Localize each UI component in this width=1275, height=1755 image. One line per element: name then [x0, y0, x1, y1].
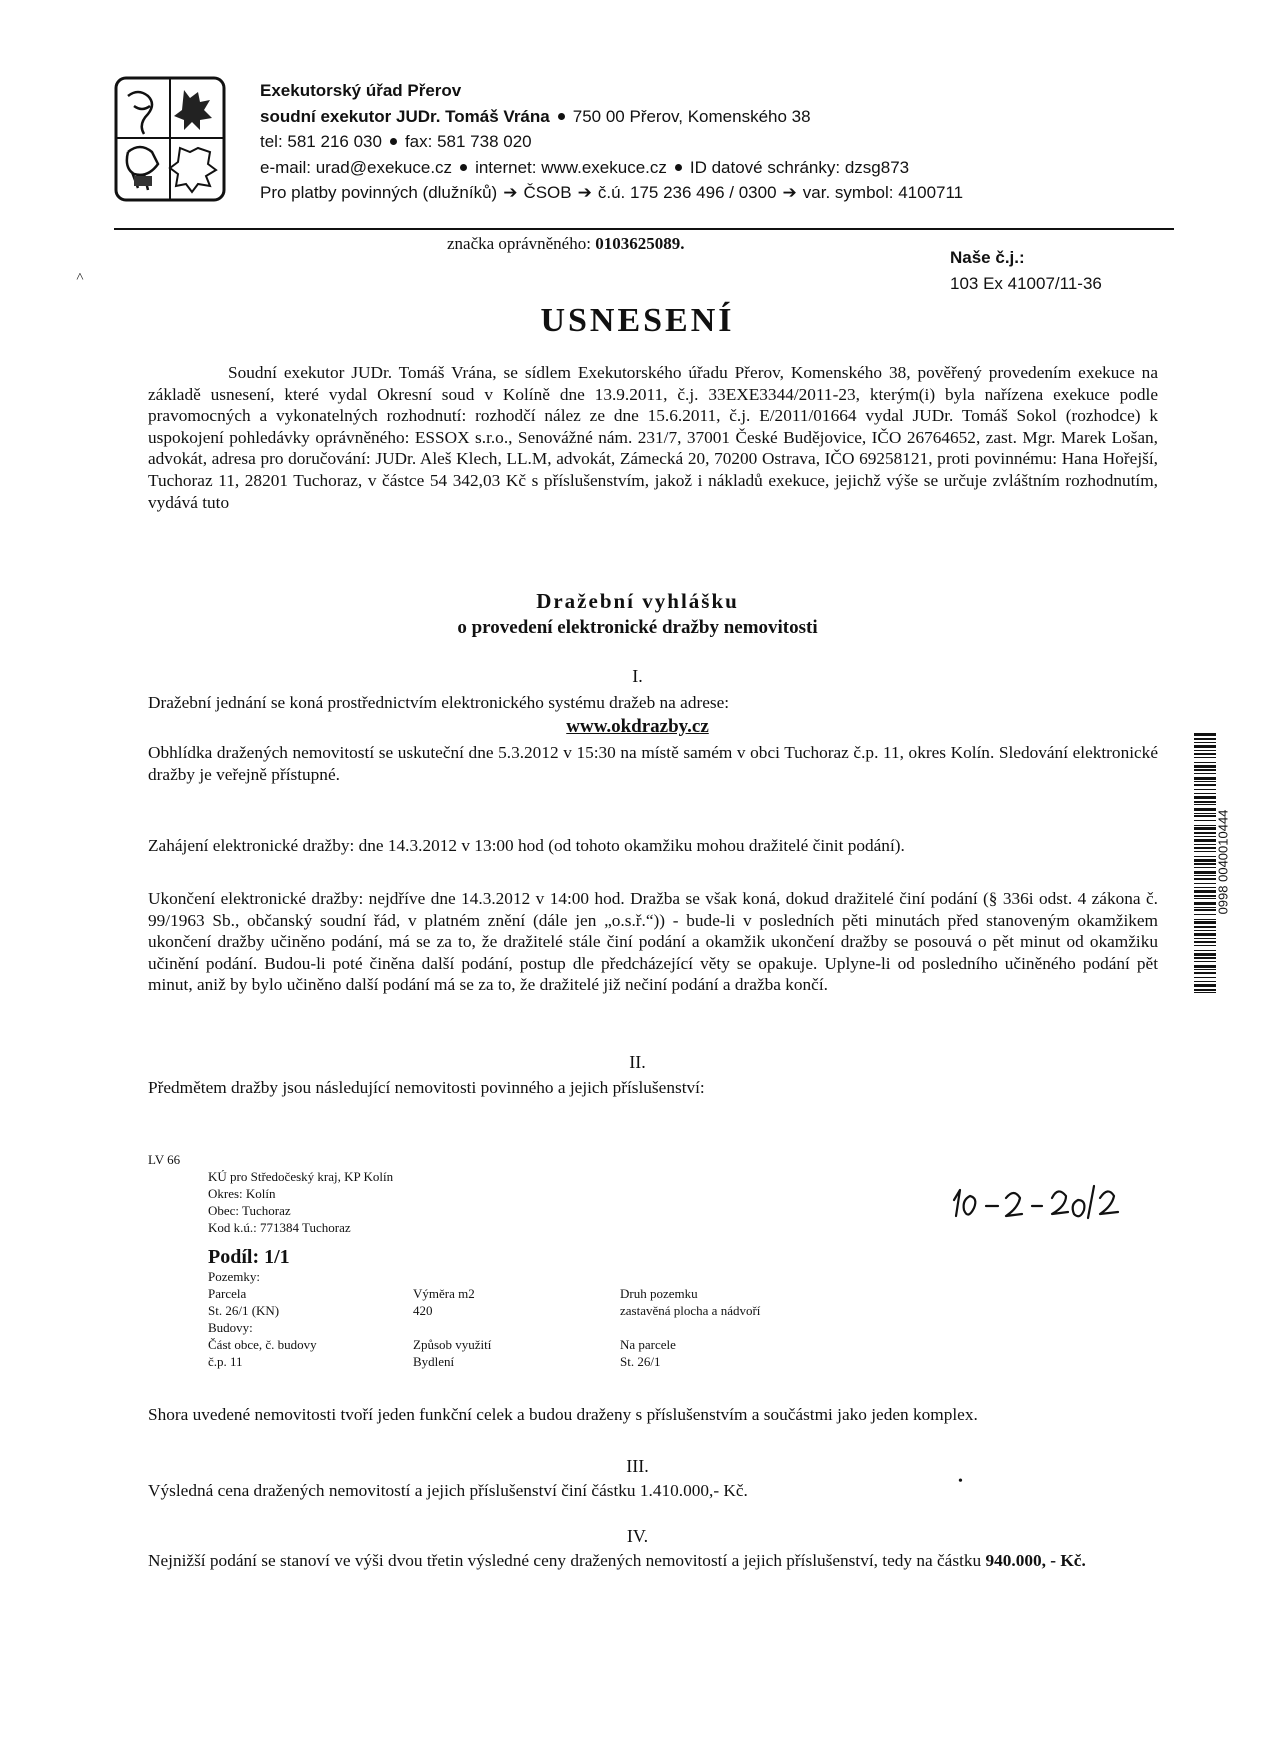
building-cell-use: Bydlení	[413, 1354, 455, 1369]
office-tel: tel: 581 216 030	[260, 132, 382, 151]
land-header-type: Druh pozemku	[620, 1286, 698, 1301]
barcode-icon	[1194, 733, 1216, 995]
building-cell-part: č.p. 11	[208, 1354, 243, 1369]
bullet-icon	[675, 164, 682, 171]
minimum-bid-paragraph	[148, 1550, 1158, 1572]
section-number-1: I.	[632, 666, 643, 686]
payments-label: Pro platby povinných (dlužníků)	[260, 183, 498, 202]
auction-site-text: Dražební jednání se koná prostřednictvím elektronického systému dražeb na adrese:	[148, 693, 730, 712]
creditor-mark-label: značka oprávněného:	[447, 234, 591, 253]
municipality: Obec: Tuchoraz	[208, 1203, 291, 1218]
bank-name: ČSOB	[523, 183, 572, 202]
auction-end-paragraph: Ukončení elektronické dražby: nejdříve dne 14.3.2012 v 14:00 hod. Dražba se však koná, dokud dražitelé činí podání (§ 336i odst. 4 zákona č. 99/1963 Sb., občanský soudní řád, v platném znění (dále jen „o.s.ř.“)) - bude-li v posledních pěti minutách před stanoveným okamžikem ukončení dražby učiněno podání, má se za to, že dražitelé stále činí podání a okamžik ukončení dražby se posouvá o pět minut od okamžiku učinění podání. Budou-li poté činěna další podání, postup dle předcházející věty se opakuje. Uplyne-li od posledního učiněného podání pět minut, aniž by bylo učiněno další podání má se za to, že dražitelé již nečiní podání a dražba končí.	[148, 889, 1158, 995]
office-databox: ID datové schránky: dzsg873	[689, 157, 910, 177]
section-number-2: II.	[629, 1052, 646, 1072]
ownership-sheet-number: LV 66	[148, 1152, 181, 1167]
office-address: 750 00 Přerov, Komenského 38	[572, 106, 811, 126]
intro-paragraph: Soudní exekutor JUDr. Tomáš Vrána, se sídlem Exekutorského úřadu Přerov, Komenského 38, pověřený provedením exekuce na základě usnesení, které vydal Okresní soud v Kolíně dne 13.9.2011, č.j. 33EXE3344/2011-23, kterým(i) byla nařízena exekuce podle pravomocných a vykonatelných rozhodnutí: rozhodčí nález ze dne 15.6.2011, č.j. E/2011/01664 vydal JUDr. Tomáš Sokol (rozhodce) k uspokojení pohledávky oprávněného: ESSOX s.r.o., Senovážné nám. 231/7, 37001 České Budějovice, IČO 26764652, zast. Mgr. Marek Lošan, advokát, adresa pro doručování: JUDr. Aleš Klech, LL.M, advokát, Zámecká 20, 70200 Ostrava, IČO 69258121, proti povinnému: Hana Hořejší, Tuchoraz 11, 28201 Tuchoraz, v částce 54 342,03 Kč s příslušenstvím, jakož i nákladů exekuce, jejichž výše se určuje zvláštním rozhodnutím, vydává tuto	[148, 363, 1158, 512]
office-header	[260, 78, 963, 206]
single-complex-paragraph: Shora uvedené nemovitosti tvoří jeden funkční celek a budou draženy s příslušenstvím a součástmi jako jeden komplex.	[148, 1405, 978, 1424]
minimum-bid-text: Nejnižší podání se stanoví ve výši dvou třetin výsledné ceny dražených nemovitostí a jejich příslušenství, tedy na částku	[148, 1551, 986, 1570]
building-header-parcel: Na parcele	[620, 1337, 676, 1352]
decree-heading: Dražební vyhlášku	[536, 589, 739, 613]
section-number-4: IV.	[626, 1526, 649, 1546]
creditor-mark	[447, 234, 684, 254]
building-cell-parcel: St. 26/1	[620, 1354, 661, 1369]
land-section-label: Pozemky:	[208, 1269, 260, 1284]
building-header-use: Způsob využití	[413, 1337, 492, 1352]
arrow-right-icon: ➔	[503, 183, 518, 202]
variable-symbol: var. symbol: 4100711	[802, 183, 964, 202]
our-reference	[950, 245, 1102, 297]
bank-account: č.ú. 175 236 496 / 0300	[597, 183, 777, 202]
land-cell-parcel: St. 26/1 (KN)	[208, 1303, 280, 1318]
section-number-3: III.	[626, 1456, 649, 1476]
office-email: e-mail: urad@exekuce.cz	[260, 157, 453, 177]
document-title: USNESENÍ	[540, 302, 735, 339]
auction-url-link[interactable]: www.okdrazby.cz	[566, 716, 709, 737]
barcode-number-text: 0998 0040010444	[1215, 809, 1231, 915]
office-internet: internet: www.exekuce.cz	[475, 157, 667, 177]
bullet-icon	[460, 164, 467, 171]
scan-speck: ˄	[76, 270, 84, 285]
building-section-label: Budovy:	[208, 1320, 253, 1335]
creditor-mark-value: 0103625089.	[595, 234, 685, 253]
land-cell-type: zastavěná plocha a nádvoří	[620, 1303, 761, 1318]
district: Okres: Kolín	[208, 1186, 276, 1201]
cadastral-code: Kod k.ú.: 771384 Tuchoraz	[208, 1220, 351, 1235]
bullet-icon	[558, 113, 565, 120]
land-cell-area: 420	[413, 1303, 433, 1318]
arrow-right-icon: ➔	[577, 183, 592, 202]
office-name: Exekutorský úřad Přerov	[260, 81, 462, 100]
ownership-share: Podíl: 1/1	[208, 1246, 290, 1268]
scan-speck: •	[958, 1474, 963, 1489]
executor-name: soudní exekutor JUDr. Tomáš Vrána	[260, 106, 550, 126]
office-fax: fax: 581 738 020	[404, 132, 532, 151]
our-reference-value: 103 Ex 41007/11-36	[950, 274, 1102, 293]
header-divider	[114, 228, 1174, 230]
decree-subheading: o provedení elektronické dražby nemovitosti	[457, 617, 818, 638]
bullet-icon	[390, 138, 397, 145]
resulting-price-paragraph: Výsledná cena dražených nemovitostí a jejich příslušenství činí částku 1.410.000,- Kč.	[148, 1481, 748, 1500]
minimum-bid-amount: 940.000, - Kč.	[985, 1551, 1086, 1570]
inspection-paragraph: Obhlídka dražených nemovitostí se uskuteční dne 5.3.2012 v 15:30 na místě samém v obci Tuchoraz č.p. 11, okres Kolín. Sledování elektronické dražby je veřejně přístupné.	[148, 743, 1158, 784]
handwritten-date	[948, 1178, 1148, 1226]
building-header-part: Část obce, č. budovy	[208, 1337, 317, 1352]
coat-of-arms-icon	[114, 76, 226, 202]
land-header-parcel: Parcela	[208, 1286, 247, 1301]
our-reference-label: Naše č.j.:	[950, 248, 1025, 267]
land-header-area: Výměra m2	[413, 1286, 475, 1301]
auction-subject-paragraph: Předmětem dražby jsou následující nemovitosti povinného a jejich příslušenství:	[148, 1078, 705, 1097]
arrow-right-icon: ➔	[782, 183, 797, 202]
cadastral-office: KÚ pro Středočeský kraj, KP Kolín	[208, 1169, 394, 1184]
auction-start-paragraph: Zahájení elektronické dražby: dne 14.3.2012 v 13:00 hod (od tohoto okamžiku mohou dražitelé činit podání).	[148, 836, 905, 855]
cadastral-office-block	[208, 1168, 393, 1236]
